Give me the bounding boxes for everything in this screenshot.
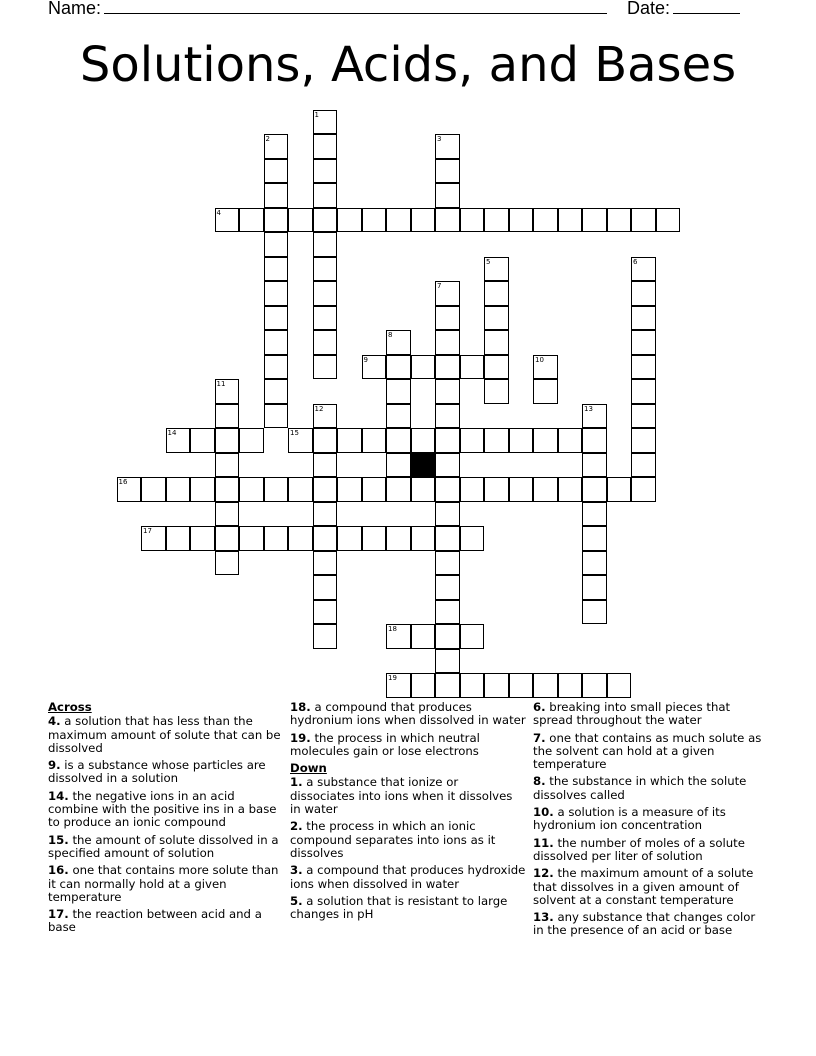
grid-cell[interactable] [313,110,338,135]
grid-cell[interactable] [631,477,656,502]
grid-cell[interactable] [460,624,485,649]
grid-cell[interactable] [239,477,264,502]
clue-number: 15 [290,429,299,437]
grid-cell[interactable] [435,208,460,233]
clue-number: 4 [216,208,221,217]
grid-cell[interactable] [190,477,215,502]
grid-cell[interactable] [509,208,534,233]
grid-cell[interactable] [484,257,509,282]
grid-cell[interactable] [411,526,436,551]
grid-cell[interactable] [362,428,387,453]
grid-cell[interactable] [386,453,411,478]
grid-cell[interactable] [631,453,656,478]
grid-cell[interactable] [533,208,558,233]
grid-cell[interactable] [313,330,338,355]
grid-cell[interactable] [313,208,338,233]
grid-cell[interactable] [117,477,142,502]
grid-cell[interactable] [533,355,558,380]
grid-cell[interactable] [313,428,338,453]
grid-cell[interactable] [337,526,362,551]
grid-cell[interactable] [533,477,558,502]
clue-number: 7 [437,282,442,290]
grid-cell[interactable] [313,526,338,551]
grid-cell[interactable] [386,526,411,551]
grid-cell[interactable] [386,330,411,355]
grid-cell[interactable] [460,477,485,502]
grid-cell[interactable] [313,404,338,429]
grid-cell[interactable] [313,600,338,625]
grid-cell[interactable] [582,600,607,625]
clue-number: 2 [265,135,270,143]
grid-cell[interactable] [631,208,656,233]
grid-cell[interactable] [435,330,460,355]
grid-cell[interactable] [607,673,632,698]
grid-cell[interactable] [411,624,436,649]
grid-cell[interactable] [411,477,436,502]
clue-across-17: 17. the reaction between acid and a base [48,907,262,935]
grid-cell[interactable] [460,208,485,233]
grid-cell[interactable] [607,477,632,502]
grid-cell[interactable] [582,551,607,576]
grid-cell[interactable] [215,526,240,551]
grid-cell[interactable] [484,379,509,404]
grid-cell[interactable] [264,232,289,257]
grid-cell[interactable] [313,134,338,159]
grid-cell[interactable] [313,453,338,478]
clue-number: 13 [584,404,593,413]
grid-cell[interactable] [509,477,534,502]
grid-cell[interactable] [631,257,656,282]
name-label: Name: [48,0,102,18]
clue-down-11: 11. the number of moles of a solute dissolved per liter of solution [533,835,745,863]
grid-cell[interactable] [582,575,607,600]
clue-down-3: 3. a compound that produces hydroxide ions when dissolved in water [290,863,526,891]
grid-cell[interactable] [435,159,460,184]
grid-cell[interactable] [166,477,191,502]
grid-cell[interactable] [484,477,509,502]
grid-cell[interactable] [582,208,607,233]
grid-cell[interactable] [215,502,240,527]
grid-cell[interactable] [484,673,509,698]
grid-cell[interactable] [264,183,289,208]
grid-cell[interactable] [435,453,460,478]
grid-cell[interactable] [435,673,460,698]
grid-cell[interactable] [386,428,411,453]
grid-cell[interactable] [264,134,289,159]
grid-cell[interactable] [313,232,338,257]
grid-cell[interactable] [386,208,411,233]
grid-cell[interactable] [411,673,436,698]
grid-cell[interactable] [533,673,558,698]
clue-down-13: 13. any substance that changes color in the presence of an acid or base [533,910,756,938]
date-field[interactable] [673,0,740,19]
clue-across-15: 15. the amount of solute dissolved in a specified amount of solution [48,832,279,860]
grid-cell[interactable] [288,526,313,551]
grid-cell[interactable] [313,624,338,649]
grid-cell[interactable] [313,502,338,527]
clue-number: 6 [633,257,638,266]
grid-cell[interactable] [313,306,338,331]
grid-cell[interactable] [460,355,485,380]
grid-cell[interactable] [460,526,485,551]
grid-cell[interactable] [166,526,191,551]
clue-across-4: 4. a solution that has less than the maximum amount of solute that can be dissolved [48,714,281,755]
grid-cell[interactable] [435,404,460,429]
grid-cell[interactable] [631,281,656,306]
grid-cell[interactable] [435,624,460,649]
clue-across-19: 19. the process in which neutral molecules gain or lose electrons [290,730,480,758]
grid-cell[interactable] [582,404,607,429]
grid-cell[interactable] [435,649,460,674]
grid-cell[interactable] [313,575,338,600]
grid-cell[interactable] [484,355,509,380]
grid-cell[interactable] [239,208,264,233]
clue-number: 8 [388,331,393,339]
grid-cell[interactable] [435,502,460,527]
grid-cell[interactable] [264,379,289,404]
clues-column-2 [290,701,526,925]
down-heading: Down [290,761,327,776]
clue-number: 17 [143,527,152,535]
grid-cell[interactable] [582,453,607,478]
grid-cell[interactable] [435,355,460,380]
clue-across-14: 14. the negative ions in an acid combine with the positive ins in a base to produce an ionic compound [48,788,277,830]
grid-cell[interactable] [435,526,460,551]
grid-cell[interactable] [215,379,240,404]
grid-cell[interactable] [484,208,509,233]
grid-cell[interactable] [411,208,436,233]
grid-cell[interactable] [435,575,460,600]
clues-column-1 [48,701,284,939]
clue-number: 14 [167,429,177,437]
clue-down-8: 8. the substance in which the solute dissolves called [533,774,747,802]
grid-cell[interactable] [631,330,656,355]
clue-down-2: 2. the process in which an ionic compound separates into ions as it dissolves [290,819,496,860]
clue-number: 11 [216,380,226,388]
clue-number: 1 [314,110,319,119]
clues-column-3 [533,701,769,942]
grid-cell[interactable] [215,551,240,576]
grid-cell[interactable] [484,330,509,355]
grid-cell[interactable] [362,526,387,551]
grid-cell[interactable] [166,428,191,453]
clue-across-18: 18. a compound that produces hydronium ions when dissolved in water [290,700,526,728]
clue-number: 12 [314,404,324,413]
grid-cell[interactable] [264,159,289,184]
grid-cell[interactable] [558,477,583,502]
grid-cell[interactable] [264,330,289,355]
grid-cell[interactable] [386,355,411,380]
clue-number: 19 [388,674,397,682]
grid-cell[interactable] [362,208,387,233]
grid-cell[interactable] [484,306,509,331]
grid-cell[interactable] [264,526,289,551]
clue-down-1: 1. a substance that ionize or dissociates into ions when it dissolves in water [290,775,513,817]
grid-cell[interactable] [533,428,558,453]
grid-cell[interactable] [631,379,656,404]
grid-cell[interactable] [460,428,485,453]
black-cell [411,453,436,478]
clue-down-5: 5. a solution that is resistant to large changes in pH [290,893,508,922]
grid-cell[interactable] [582,428,607,453]
grid-cell[interactable] [190,526,215,551]
grid-cell[interactable] [215,477,240,502]
clue-number: 18 [388,625,397,633]
grid-cell[interactable] [435,183,460,208]
clue-number: 3 [437,135,442,143]
grid-cell[interactable] [239,428,264,453]
grid-cell[interactable] [558,428,583,453]
grid-cell[interactable] [313,159,338,184]
grid-cell[interactable] [264,257,289,282]
grid-cell[interactable] [215,208,240,233]
grid-cell[interactable] [313,551,338,576]
grid-cell[interactable] [435,428,460,453]
grid-cell[interactable] [631,355,656,380]
grid-cell[interactable] [288,477,313,502]
grid-cell[interactable] [288,428,313,453]
clue-number: 16 [118,478,128,486]
clue-across-16: 16. one that contains more solute than it can normally hold at a given temperature [48,863,279,904]
grid-cell[interactable] [386,624,411,649]
grid-cell[interactable] [264,281,289,306]
grid-cell[interactable] [190,428,215,453]
grid-cell[interactable] [264,355,289,380]
grid-cell[interactable] [141,526,166,551]
grid-cell[interactable] [411,355,436,380]
grid-cell[interactable] [337,428,362,453]
grid-cell[interactable] [558,673,583,698]
grid-cell[interactable] [264,306,289,331]
across-heading: Across [48,700,92,714]
grid-cell[interactable] [215,453,240,478]
clue-down-6: 6. breaking into small pieces that spread throughout the water [533,700,731,728]
grid-cell[interactable] [435,477,460,502]
page-title: Solutions, Acids, and Bases [79,37,737,93]
clue-down-7: 7. one that contains as much solute as the solvent can hold at a given temperature [533,730,762,772]
grid-cell[interactable] [435,134,460,159]
grid-cell[interactable] [631,306,656,331]
grid-cell[interactable] [386,477,411,502]
grid-cell[interactable] [631,428,656,453]
grid-cell[interactable] [141,477,166,502]
grid-cell[interactable] [386,404,411,429]
grid-cell[interactable] [313,257,338,282]
grid-cell[interactable] [411,428,436,453]
grid-cell[interactable] [656,208,681,233]
clue-across-9: 9. is a substance whose particles are dissolved in a solution [48,758,266,786]
grid-cell[interactable] [631,404,656,429]
clue-down-12: 12. the maximum amount of a solute that dissolves in a given amount of solvent at a constant temperature [533,866,754,907]
grid-cell[interactable] [264,208,289,233]
grid-cell[interactable] [264,404,289,429]
grid-cell[interactable] [362,477,387,502]
grid-cell[interactable] [337,477,362,502]
grid-cell[interactable] [435,600,460,625]
grid-cell[interactable] [509,673,534,698]
grid-cell[interactable] [313,355,338,380]
grid-cell[interactable] [337,208,362,233]
grid-cell[interactable] [313,183,338,208]
grid-cell[interactable] [533,379,558,404]
grid-cell[interactable] [435,379,460,404]
date-label: Date: [627,0,671,18]
clue-down-10: 10. a solution is a measure of its hydronium ion concentration [533,805,726,833]
clue-number: 9 [363,355,368,364]
grid-cell[interactable] [362,355,387,380]
name-field[interactable] [104,0,607,19]
grid-cell[interactable] [484,281,509,306]
grid-cell[interactable] [313,477,338,502]
grid-cell[interactable] [484,428,509,453]
grid-cell[interactable] [386,673,411,698]
grid-cell[interactable] [288,208,313,233]
grid-cell[interactable] [435,551,460,576]
clue-number: 10 [535,355,544,364]
clue-number: 5 [486,257,491,266]
grid-cell[interactable] [386,379,411,404]
grid-cell[interactable] [509,428,534,453]
grid-cell[interactable] [313,281,338,306]
grid-cell[interactable] [264,477,289,502]
grid-cell[interactable] [215,428,240,453]
grid-cell[interactable] [607,208,632,233]
grid-cell[interactable] [460,673,485,698]
grid-cell[interactable] [582,502,607,527]
grid-cell[interactable] [582,673,607,698]
grid-cell[interactable] [239,526,264,551]
grid-cell[interactable] [582,526,607,551]
grid-cell[interactable] [435,306,460,331]
grid-cell[interactable] [435,281,460,306]
grid-cell[interactable] [215,404,240,429]
grid-cell[interactable] [558,208,583,233]
grid-cell[interactable] [582,477,607,502]
